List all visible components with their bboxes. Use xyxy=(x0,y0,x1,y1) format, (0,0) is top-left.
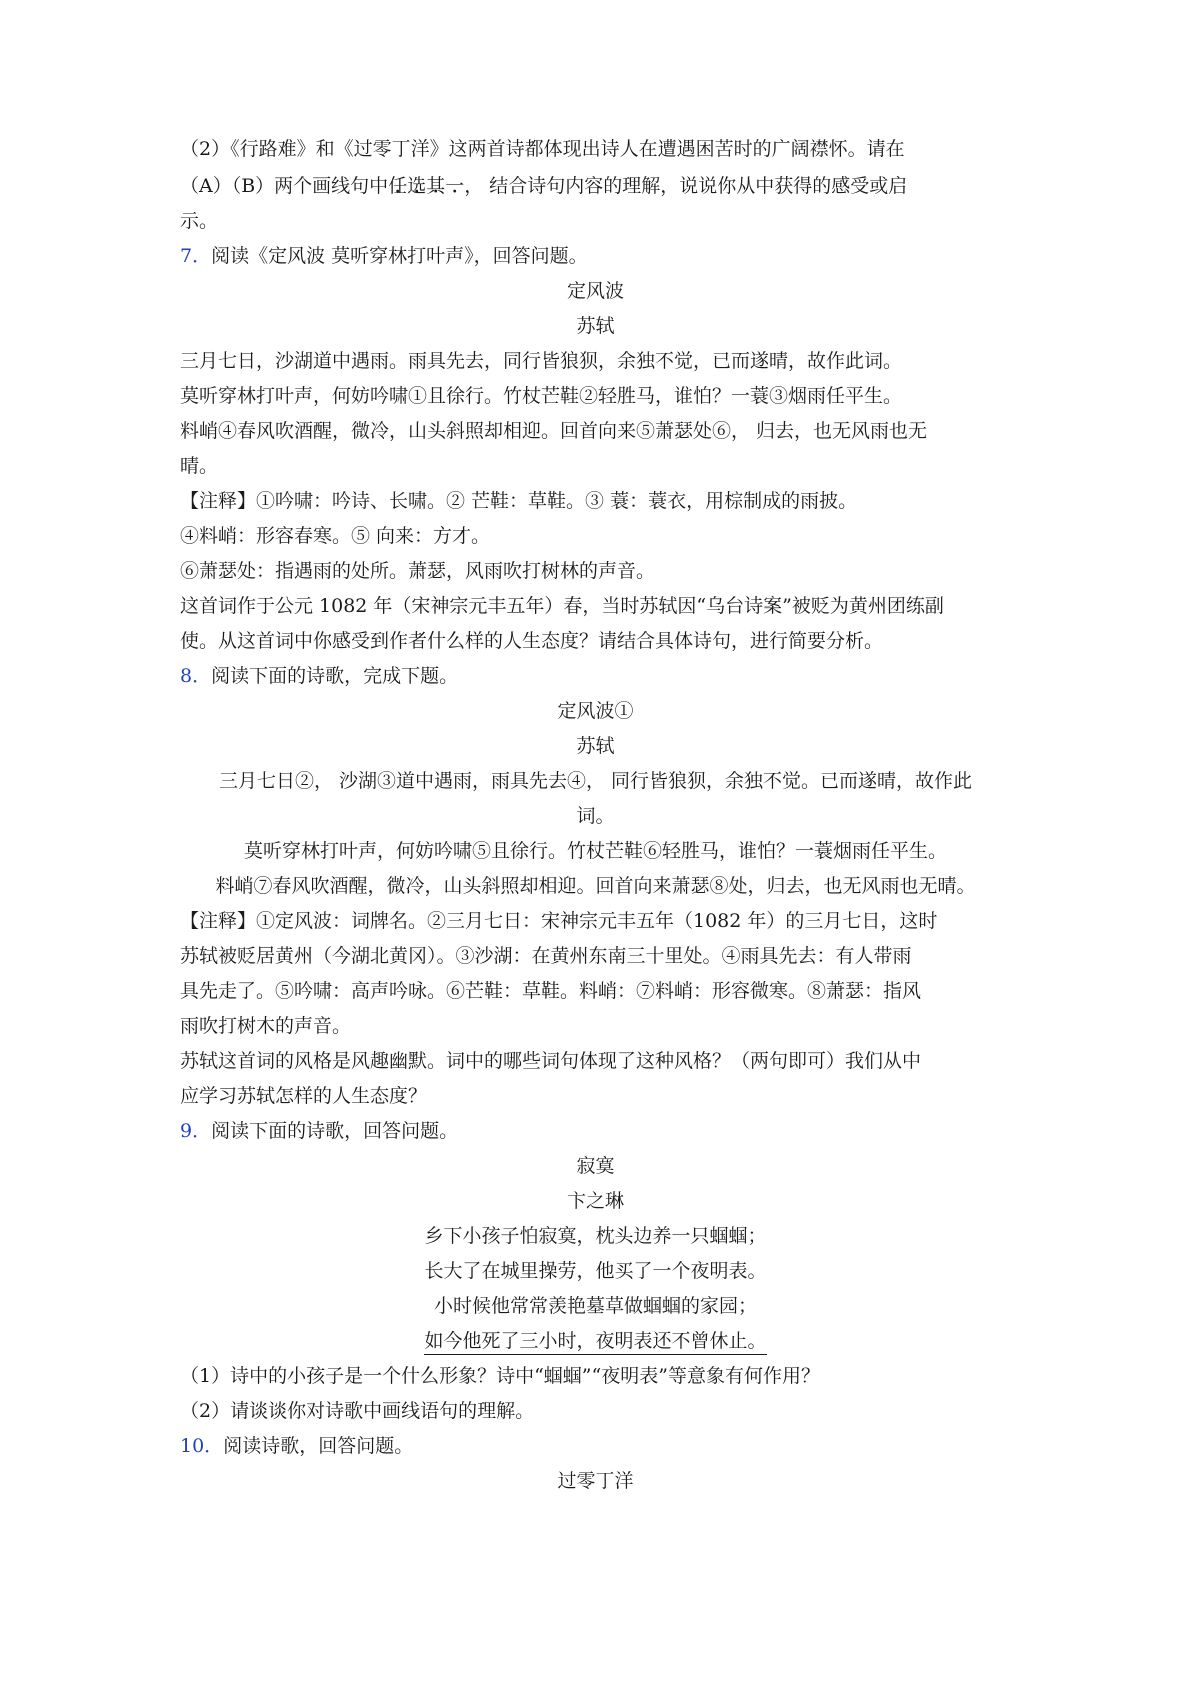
emphasis-char: 选 xyxy=(407,175,427,197)
emphasis-char: 任 xyxy=(388,175,408,197)
emphasis-char: 其 xyxy=(426,175,446,197)
question-number: 9． xyxy=(180,1120,212,1142)
question-text: 使。从这首词中你感受到作者什么样的人生态度？请结合具体诗句，进行简要分析。 xyxy=(180,630,884,652)
poem-line: 莫听穿林打叶声，何妨吟啸⑤且徐行。竹杖芒鞋⑥轻胜马，谁怕？一蓑烟雨任平生。 xyxy=(243,840,947,862)
poem-preface: 三月七日②， 沙湖③道中遇雨，雨具先去④， 同行皆狼狈，余独不觉。已而遂晴，故作此 xyxy=(218,770,973,792)
poem-line: 长大了在城里操劳，他买了一个夜明表。 xyxy=(424,1260,767,1282)
note-line: 【注释】①定风波：词牌名。②三月七日：宋神宗元丰五年（1082 年）的三月七日，这时 xyxy=(180,910,938,932)
note-line: 雨吹打树木的声音。 xyxy=(180,1015,352,1037)
poem-title: 定风波 xyxy=(566,280,624,302)
poem-line: 晴。 xyxy=(180,455,219,477)
q6-line-1: （2）《行路难》和《过零丁洋》这两首诗都体现出诗人在遭遇困苦时的广阔襟怀。请在 xyxy=(180,138,905,160)
question-8-header xyxy=(180,663,458,689)
poem-line: 料峭④春风吹酒醒，微冷，山头斜照却相迎。回首向来⑤萧瑟处⑥， 归去，也无风雨也无 xyxy=(180,420,928,442)
poem-line: 乡下小孩子怕寂寞，枕头边养一只蝈蝈； xyxy=(424,1225,767,1247)
question-prompt: 阅读下面的诗歌，回答问题。 xyxy=(211,1120,459,1142)
question-10-header xyxy=(180,1433,413,1459)
question-9-header xyxy=(180,1118,458,1144)
question-text: 应学习苏轼怎样的人生态度？ xyxy=(180,1085,428,1107)
poem-author: 卞之琳 xyxy=(566,1190,624,1212)
poem-title: 寂寞 xyxy=(576,1155,615,1177)
poem-author: 苏轼 xyxy=(576,735,615,757)
poem-line: 小时候他常常羡艳墓草做蝈蝈的家园； xyxy=(433,1295,757,1317)
sub-question: （2）请谈谈你对诗歌中画线语句的理解。 xyxy=(180,1400,535,1422)
poem-title: 过零丁洋 xyxy=(557,1470,634,1492)
question-text: 苏轼这首词的风格是风趣幽默。词中的哪些词句体现了这种风格？（两句即可）我们从中 xyxy=(180,1050,922,1072)
note-line: 具先走了。⑤吟啸：高声吟咏。⑥芒鞋：草鞋。料峭：⑦料峭：形容微寒。⑧萧瑟：指风 xyxy=(180,980,922,1002)
poem-author: 苏轼 xyxy=(576,315,615,337)
poem-line-underlined xyxy=(0,1328,1191,1354)
poem-preface: 三月七日，沙湖道中遇雨。雨具先去，同行皆狼狈，余独不觉，已而遂晴，故作此词。 xyxy=(180,350,903,372)
note-line: ④料峭：形容春寒。⑤ 向来：方才。 xyxy=(180,525,491,547)
question-text: 这首词作于公元 1082 年（宋神宗元丰五年）春，当时苏轼因“乌台诗案”被贬为黄州团练副 xyxy=(180,595,944,617)
note-line: 【注释】①吟啸：吟诗、长啸。② 芒鞋：草鞋。③ 蓑：蓑衣，用棕制成的雨披。 xyxy=(180,490,858,512)
question-number: 7． xyxy=(180,245,212,267)
sub-question: （1）诗中的小孩子是一个什么形象？诗中“蝈蝈”“夜明表”等意象有何作用？ xyxy=(180,1365,820,1387)
q6-line-2a: （A）（B）两个画线句中 xyxy=(180,175,389,197)
poem-line: 料峭⑦春风吹酒醒，微冷，山头斜照却相迎。回首向来萧瑟⑧处，归去，也无风雨也无晴。 xyxy=(215,875,976,897)
question-number: 8． xyxy=(180,665,212,687)
question-prompt: 阅读下面的诗歌，完成下题。 xyxy=(211,665,459,687)
question-number: 10． xyxy=(180,1435,224,1457)
q6-line-2 xyxy=(180,173,907,199)
note-line: ⑥萧瑟处：指遇雨的处所。萧瑟，风雨吹打树林的声音。 xyxy=(180,560,656,582)
question-prompt: 阅读《定风波 莫听穿林打叶声》，回答问题。 xyxy=(211,245,588,267)
question-prompt: 阅读诗歌，回答问题。 xyxy=(223,1435,414,1457)
question-7-header xyxy=(180,243,588,269)
poem-preface: 词。 xyxy=(576,805,615,827)
emphasis-char: 一 xyxy=(445,175,465,197)
note-line: 苏轼被贬居黄州（今湖北黄冈）。③沙湖：在黄州东南三十里处。④雨具先去：有人带雨 xyxy=(180,945,912,967)
q6-line-2b: ， 结合诗句内容的理解，说说你从中获得的感受或启 xyxy=(464,175,908,197)
q6-line-3: 示。 xyxy=(180,210,219,232)
poem-title: 定风波① xyxy=(557,700,634,722)
underlined-text: 如今他死了三小时，夜明表还不曾休止。 xyxy=(424,1330,766,1355)
poem-line: 莫听穿林打叶声，何妨吟啸①且徐行。竹杖芒鞋②轻胜马，谁怕？一蓑③烟雨任平生。 xyxy=(180,385,903,407)
